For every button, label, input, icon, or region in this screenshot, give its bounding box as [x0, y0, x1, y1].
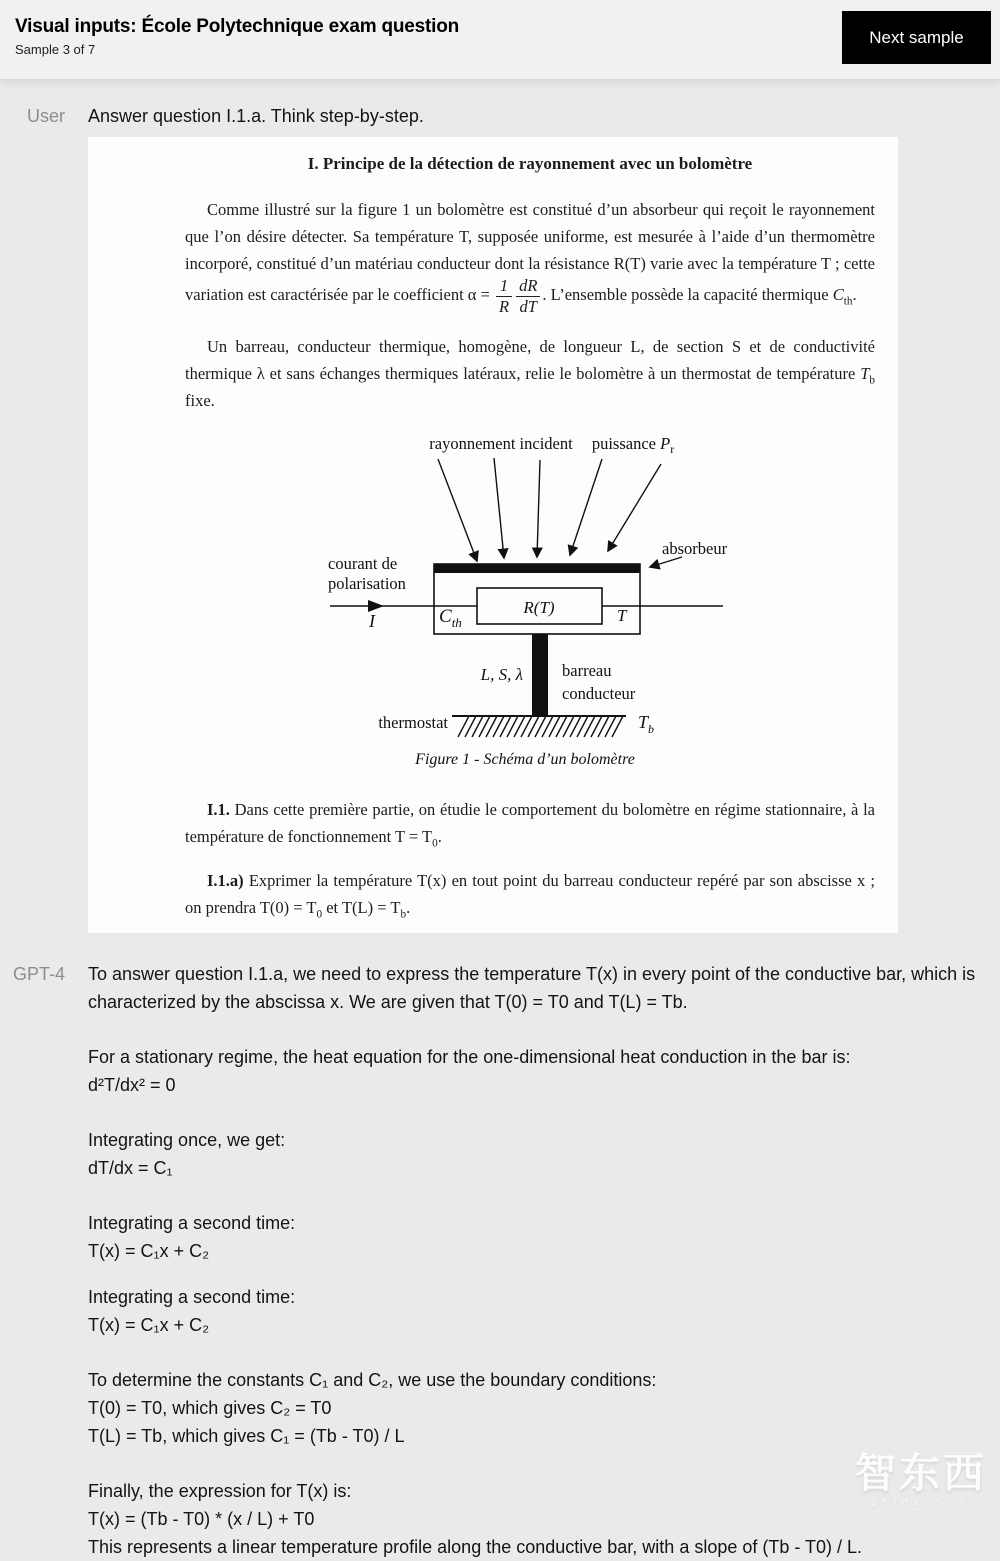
gpt-turn	[0, 960, 1000, 1561]
gpt-response-paragraph-4	[88, 1209, 1000, 1265]
gpt-label: GPT-4	[12, 963, 65, 984]
exam-question-i1: I.1. Dans cette première partie, on étudie le comportement du bolomètre en régime stationnaire, à la température de fonctionnement $T = T_0$.	[185, 799, 875, 849]
sample-counter: Sample 3 of 7	[15, 42, 96, 57]
demo-header	[0, 0, 1000, 80]
user-label: User	[26, 106, 65, 126]
gpt-response-paragraph-2	[88, 1043, 1000, 1099]
response-line: dT/dx = C₁	[88, 1157, 173, 1178]
gpt-response-paragraph-7	[88, 1477, 1000, 1561]
fraction-1-over-R: $\frac{1}{R}$	[496, 277, 512, 316]
watermark-logo-text: 智东西	[855, 1450, 987, 1496]
figure-caption: Figure 1 - Schéma d’un bolomètre	[415, 750, 635, 768]
response-line: characterized by the abscissa x. We are given that T(0) = T0 and T(L) = Tb.	[88, 991, 688, 1012]
user-message: Answer question I.1.a. Think step-by-step.	[88, 106, 424, 126]
gpt-response-paragraph-1	[88, 960, 1000, 1016]
page-title: Visual inputs: École Polytechnique exam question	[15, 16, 460, 37]
conductor-label-line2: conducteur	[562, 683, 636, 703]
watermark-url-text: zhidx.com	[871, 1498, 971, 1509]
response-line: d²T/dx² = 0	[88, 1074, 176, 1095]
response-line: T(L) = Tb, which gives C₁ = (Tb - T0) / L	[88, 1425, 405, 1446]
exam-paragraph-2: Un barreau, conducteur thermique, homogène, de longueur L, de section S et de conductivité thermique λ et sans échanges thermiques latéraux, relie le bolomètre à un thermostat de température $T_b$ fixe.	[185, 336, 875, 410]
resistor-label: R(T)	[523, 597, 555, 617]
thermostat-hatch	[458, 716, 623, 737]
thermostat-temperature-label: $T_b$	[638, 711, 655, 736]
bias-current-label-line2: polarisation	[328, 573, 406, 593]
response-line: To answer question I.1.a, we need to express the temperature T(x) in every point of the conductive bar, which is	[88, 963, 976, 984]
fraction-dR-over-dT: $\frac{dR}{dT}$	[516, 277, 540, 316]
thermostat-label: thermostat	[378, 712, 448, 732]
response-line: Integrating a second time:	[88, 1212, 296, 1233]
power-label: puissance $P_r$	[591, 433, 675, 456]
current-symbol: I	[369, 610, 375, 631]
response-line: For a stationary regime, the heat equation for the one-dimensional heat conduction in the bar is:	[88, 1046, 851, 1067]
exam-image	[88, 137, 898, 933]
exam-paragraph-1: Comme illustré sur la figure 1 un bolomètre est constitué d’un absorbeur qui reçoit le rayonnement que l’on désire détecter. Sa température T, supposée uniforme, est mesurée à l’aide d’un thermomètre incorporé, constitué d’un matériau conducteur dont la résistance R(T) varie avec la température T ; cette variation est caractérisée par le coefficient α = $\frac{1}{R}$ $\frac{dR}{dT}$ . L’ensemble possède la capacité thermique $C_{th}$.	[185, 200, 875, 316]
response-line: T(x) = (Tb - T0) * (x / L) + T0	[88, 1508, 315, 1529]
gpt-response-paragraph-5	[88, 1283, 1000, 1339]
response-line: This represents a linear temperature profile along the conductive bar, with a slope of (Tb - T0) / L.	[88, 1536, 863, 1557]
next-sample-button[interactable]: Next sample	[842, 11, 991, 64]
bolometer-figure-svg	[320, 431, 770, 776]
exam-section-title: I. Principe de la détection de rayonnement avec un bolomètre	[307, 154, 753, 173]
bias-current-label-line1: courant de	[328, 553, 398, 573]
temperature-label: T	[617, 605, 627, 625]
absorber-pointer-arrow	[650, 557, 682, 567]
response-line: Integrating a second time:	[88, 1286, 296, 1307]
incident-radiation-label: rayonnement incident	[429, 433, 573, 453]
bar-properties-label: L, S, λ	[480, 664, 523, 684]
heat-capacity-label: $C_{th}$	[439, 605, 462, 630]
response-line: T(x) = C₁x + C₂	[88, 1314, 210, 1335]
gpt-response-paragraph-6	[88, 1366, 1000, 1450]
absorber-label: absorbeur	[662, 538, 728, 558]
conductor-label-line1: barreau	[562, 660, 612, 680]
response-line: Integrating once, we get:	[88, 1129, 286, 1150]
response-line: T(0) = T0, which gives C₂ = T0	[88, 1397, 332, 1418]
exam-question-i1a: I.1.a) Exprimer la température T(x) en tout point du barreau conducteur repéré par son abscisse x ; on prendra $T(0) = T_0$ et $T(L) = T_b$.	[185, 870, 875, 920]
bolometer-figure	[320, 431, 770, 781]
response-line: Finally, the expression for T(x) is:	[88, 1480, 352, 1501]
incident-arrows	[438, 458, 661, 561]
conductor-bar	[532, 634, 548, 716]
response-line: To determine the constants C₁ and C₂, we use the boundary conditions:	[88, 1369, 657, 1390]
response-line: T(x) = C₁x + C₂	[88, 1240, 210, 1261]
absorber-bar	[434, 564, 640, 573]
conversation	[0, 80, 1000, 1561]
gpt-response-paragraph-3	[88, 1126, 1000, 1182]
user-turn	[0, 102, 1000, 933]
